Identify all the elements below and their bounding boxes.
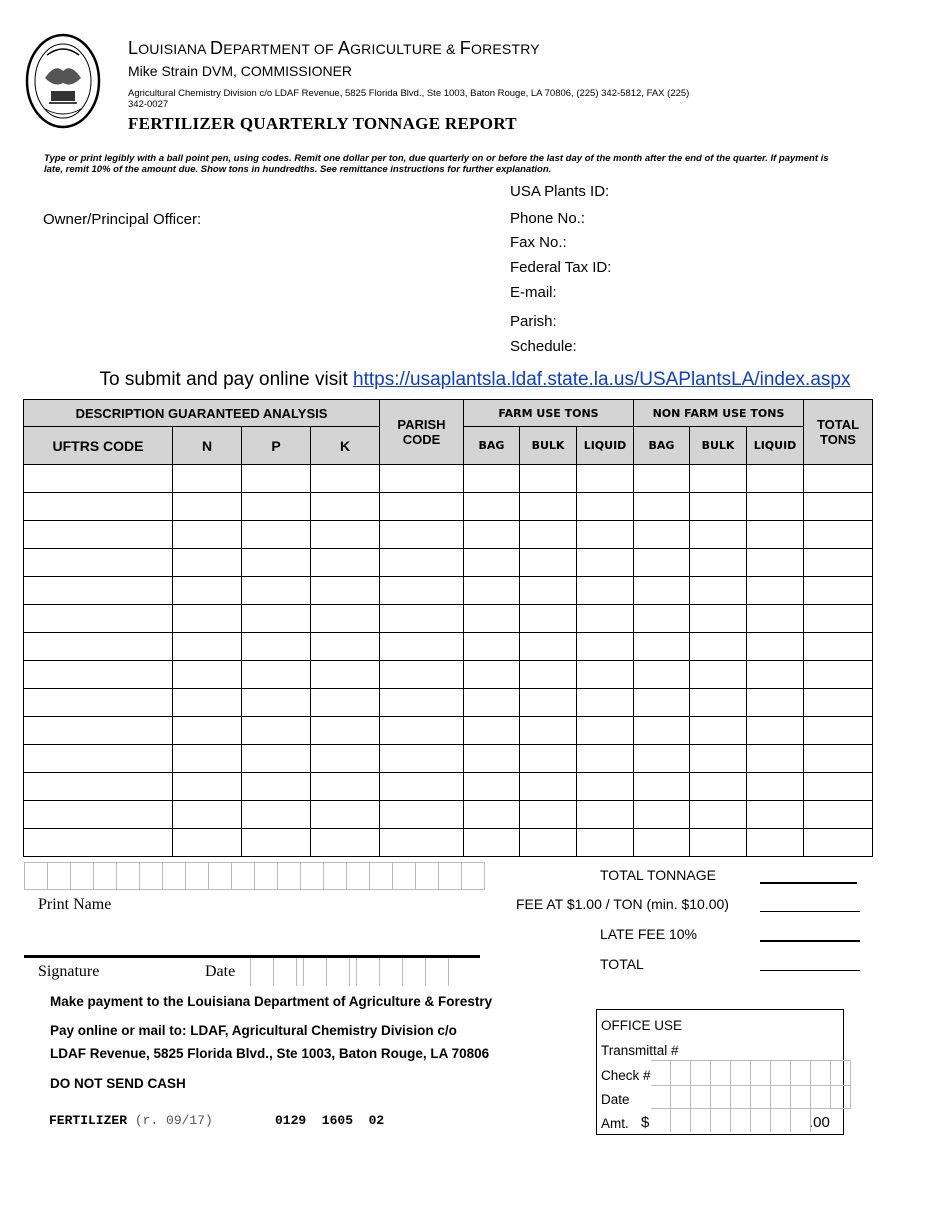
office-date-label: Date [601, 1092, 630, 1107]
table-row [24, 633, 873, 661]
online-prefix: To submit and pay online visit [99, 369, 353, 390]
table-cell[interactable] [520, 717, 577, 745]
table-cell[interactable] [242, 801, 311, 829]
name-char-box[interactable] [255, 863, 278, 889]
parish-code-header: PARISH CODE [380, 400, 464, 465]
table-row [24, 605, 873, 633]
table-cell[interactable] [380, 465, 464, 493]
cents-label: .00 [809, 1114, 830, 1131]
make-payment-text: Make payment to the Louisiana Department of Agriculture & Forestry [50, 994, 493, 1009]
form-name: FERTILIZER [49, 1113, 128, 1128]
name-char-box[interactable] [186, 863, 209, 889]
table-cell[interactable] [311, 577, 380, 605]
table-row [24, 577, 873, 605]
table-cell[interactable] [24, 577, 173, 605]
table-cell[interactable] [464, 829, 520, 857]
table-cell[interactable] [804, 605, 873, 633]
table-cell[interactable] [464, 633, 520, 661]
commissioner-line: Mike Strain DVM, COMMISSIONER [128, 63, 353, 79]
table-cell[interactable] [634, 521, 690, 549]
table-cell[interactable] [173, 689, 242, 717]
table-cell[interactable] [311, 521, 380, 549]
schedule-label: Schedule: [510, 338, 577, 355]
table-cell[interactable] [242, 689, 311, 717]
office-use-box [596, 1009, 844, 1135]
table-row [24, 465, 873, 493]
table-cell[interactable] [690, 661, 747, 689]
table-cell[interactable] [24, 633, 173, 661]
table-cell[interactable] [804, 689, 873, 717]
office-use-title: OFFICE USE [601, 1018, 683, 1033]
table-cell[interactable] [242, 661, 311, 689]
table-cell[interactable] [24, 661, 173, 689]
table-cell[interactable] [577, 633, 634, 661]
name-char-box[interactable] [71, 863, 94, 889]
farm-liquid-header: LIQUID [577, 427, 634, 465]
print-name-boxes[interactable] [24, 862, 485, 890]
table-cell[interactable] [520, 605, 577, 633]
table-cell[interactable] [577, 521, 634, 549]
table-row [24, 829, 873, 857]
table-cell[interactable] [634, 549, 690, 577]
table-cell[interactable] [24, 829, 173, 857]
table-cell[interactable] [577, 577, 634, 605]
table-cell[interactable] [311, 549, 380, 577]
table-cell[interactable] [173, 605, 242, 633]
nonfarm-bag-header: BAG [634, 427, 690, 465]
table-cell[interactable] [577, 549, 634, 577]
table-cell[interactable] [690, 521, 747, 549]
report-title: FERTILIZER QUARTERLY TONNAGE REPORT [128, 114, 517, 133]
table-cell[interactable] [464, 493, 520, 521]
table-cell[interactable] [464, 689, 520, 717]
table-cell[interactable] [311, 745, 380, 773]
no-cash-text: DO NOT SEND CASH [50, 1076, 186, 1091]
table-cell[interactable] [690, 549, 747, 577]
table-row [24, 493, 873, 521]
n-header: N [173, 427, 242, 465]
name-char-box[interactable] [48, 863, 71, 889]
table-cell[interactable] [520, 801, 577, 829]
federal-tax-id-label: Federal Tax ID: [510, 259, 612, 276]
table-cell[interactable] [747, 773, 804, 801]
table-cell[interactable] [804, 773, 873, 801]
table-cell[interactable] [24, 605, 173, 633]
date-label: Date [205, 963, 236, 980]
table-cell[interactable] [577, 829, 634, 857]
table-cell[interactable] [520, 549, 577, 577]
total-line[interactable] [760, 970, 860, 971]
table-cell[interactable] [380, 829, 464, 857]
amount-cells[interactable] [651, 1108, 811, 1132]
table-cell[interactable] [242, 465, 311, 493]
name-char-box[interactable] [94, 863, 117, 889]
table-cell[interactable] [311, 829, 380, 857]
table-cell[interactable] [690, 577, 747, 605]
form-revision: (r. 09/17) [134, 1113, 213, 1128]
parish-label: Parish: [510, 313, 557, 330]
table-cell[interactable] [464, 801, 520, 829]
table-cell[interactable] [634, 717, 690, 745]
table-cell[interactable] [242, 549, 311, 577]
table-cell[interactable] [747, 633, 804, 661]
table-cell[interactable] [634, 465, 690, 493]
table-cell[interactable] [634, 801, 690, 829]
table-cell[interactable] [242, 717, 311, 745]
table-cell[interactable] [173, 717, 242, 745]
table-cell[interactable] [747, 521, 804, 549]
name-char-box[interactable] [301, 863, 324, 889]
table-cell[interactable] [173, 829, 242, 857]
check-label: Check # [601, 1068, 651, 1083]
table-cell[interactable] [380, 689, 464, 717]
table-cell[interactable] [464, 465, 520, 493]
dollar-sign: $ [641, 1114, 650, 1131]
table-cell[interactable] [311, 661, 380, 689]
table-row [24, 689, 873, 717]
table-cell[interactable] [242, 773, 311, 801]
nonfarm-use-header: NON FARM USE TONS [634, 400, 804, 427]
name-char-box[interactable] [416, 863, 439, 889]
table-cell[interactable] [380, 661, 464, 689]
online-submit-link[interactable]: https://usaplantsla.ldaf.state.la.us/USAPlantsLA/index.aspx [353, 369, 851, 390]
form-code: 0129 1605 02 [275, 1113, 385, 1128]
table-cell[interactable] [464, 661, 520, 689]
table-cell[interactable] [634, 605, 690, 633]
table-cell[interactable] [690, 829, 747, 857]
table-cell[interactable] [520, 465, 577, 493]
name-char-box[interactable] [278, 863, 301, 889]
name-char-box[interactable] [324, 863, 347, 889]
table-cell[interactable] [747, 717, 804, 745]
table-cell[interactable] [242, 633, 311, 661]
transmittal-label: Transmittal # [601, 1043, 679, 1058]
table-cell[interactable] [634, 493, 690, 521]
table-cell[interactable] [804, 717, 873, 745]
table-cell[interactable] [747, 549, 804, 577]
table-cell[interactable] [804, 633, 873, 661]
table-cell[interactable] [577, 661, 634, 689]
table-cell[interactable] [804, 829, 873, 857]
form-footer [49, 1113, 213, 1128]
pay-online-line-2: LDAF Revenue, 5825 Florida Blvd., Ste 1003, Baton Rouge, LA 70806 [50, 1046, 490, 1061]
table-cell[interactable] [577, 717, 634, 745]
table-cell[interactable] [804, 661, 873, 689]
instructions: Type or print legibly with a ball point pen, using codes. Remit one dollar per ton, due quarterly on or before the last day of the month after the end of the quarter. If payment is late, remit 10% of the amount due. Show tons in hundredths. See remittance instructions for further explanation. [44, 153, 829, 175]
ldaf-seal-logo [25, 33, 101, 129]
table-cell[interactable] [804, 493, 873, 521]
table-cell[interactable] [747, 577, 804, 605]
table-cell[interactable] [24, 465, 173, 493]
table-cell[interactable] [311, 801, 380, 829]
table-cell[interactable] [24, 773, 173, 801]
table-cell[interactable] [690, 717, 747, 745]
phone-label: Phone No.: [510, 210, 586, 227]
table-cell[interactable] [577, 801, 634, 829]
table-cell[interactable] [380, 801, 464, 829]
table-cell[interactable] [577, 689, 634, 717]
table-cell[interactable] [747, 829, 804, 857]
table-cell[interactable] [690, 745, 747, 773]
table-cell[interactable] [24, 717, 173, 745]
name-char-box[interactable] [393, 863, 416, 889]
table-cell[interactable] [690, 689, 747, 717]
table-cell[interactable] [690, 493, 747, 521]
name-char-box[interactable] [25, 863, 48, 889]
table-cell[interactable] [173, 773, 242, 801]
department-name: LOUISIANA DEPARTMENT OF AGRICULTURE & FORESTRY [128, 38, 540, 58]
table-cell[interactable] [747, 689, 804, 717]
table-row [24, 661, 873, 689]
table-cell[interactable] [464, 717, 520, 745]
table-cell[interactable] [380, 745, 464, 773]
table-cell[interactable] [804, 521, 873, 549]
fee-line[interactable] [760, 911, 860, 912]
table-cell[interactable] [464, 577, 520, 605]
date-boxes[interactable] [250, 958, 455, 986]
table-cell[interactable] [690, 773, 747, 801]
table-cell[interactable] [520, 493, 577, 521]
print-name-label: Print Name [38, 896, 112, 913]
table-cell[interactable] [311, 717, 380, 745]
table-cell[interactable] [380, 773, 464, 801]
table-cell[interactable] [173, 577, 242, 605]
table-cell[interactable] [173, 801, 242, 829]
table-cell[interactable] [311, 605, 380, 633]
owner-field-label: Owner/Principal Officer: [43, 211, 202, 228]
usa-plants-id-label: USA Plants ID: [510, 183, 610, 200]
table-cell[interactable] [464, 549, 520, 577]
total-tonnage-label: TOTAL TONNAGE [600, 867, 716, 883]
table-cell[interactable] [311, 493, 380, 521]
table-cell[interactable] [173, 493, 242, 521]
table-cell[interactable] [464, 773, 520, 801]
table-cell[interactable] [634, 745, 690, 773]
email-label: E-mail: [510, 284, 557, 301]
nonfarm-liquid-header: LIQUID [747, 427, 804, 465]
farm-bag-header: BAG [464, 427, 520, 465]
total-label: TOTAL [600, 956, 644, 972]
table-cell[interactable] [173, 661, 242, 689]
table-cell[interactable] [520, 661, 577, 689]
table-cell[interactable] [173, 521, 242, 549]
table-cell[interactable] [311, 633, 380, 661]
table-cell[interactable] [520, 773, 577, 801]
table-row [24, 521, 873, 549]
name-char-box[interactable] [140, 863, 163, 889]
total-tonnage-line[interactable] [760, 882, 857, 884]
table-cell[interactable] [380, 493, 464, 521]
table-cell[interactable] [804, 801, 873, 829]
nonfarm-bulk-header: BULK [690, 427, 747, 465]
table-cell[interactable] [380, 549, 464, 577]
table-cell[interactable] [577, 493, 634, 521]
table-cell[interactable] [24, 745, 173, 773]
table-cell[interactable] [577, 745, 634, 773]
pay-online-line-1: Pay online or mail to: LDAF, Agricultural Chemistry Division c/o [50, 1023, 457, 1038]
table-row [24, 801, 873, 829]
total-tons-header: TOTAL TONS [804, 400, 873, 465]
table-cell[interactable] [242, 577, 311, 605]
farm-use-header: FARM USE TONS [464, 400, 634, 427]
table-cell[interactable] [173, 465, 242, 493]
table-cell[interactable] [634, 633, 690, 661]
table-cell[interactable] [690, 801, 747, 829]
table-cell[interactable] [173, 549, 242, 577]
name-char-box[interactable] [163, 863, 186, 889]
table-cell[interactable] [380, 717, 464, 745]
table-cell[interactable] [173, 633, 242, 661]
description-header: DESCRIPTION GUARANTEED ANALYSIS [24, 400, 380, 427]
tonnage-table [23, 399, 873, 857]
table-cell[interactable] [520, 633, 577, 661]
office-date-cells[interactable] [651, 1084, 851, 1109]
name-char-box[interactable] [370, 863, 393, 889]
table-cell[interactable] [690, 633, 747, 661]
table-cell[interactable] [804, 745, 873, 773]
table-cell[interactable] [690, 605, 747, 633]
table-cell[interactable] [464, 605, 520, 633]
table-cell[interactable] [242, 605, 311, 633]
table-cell[interactable] [520, 689, 577, 717]
table-cell[interactable] [24, 521, 173, 549]
online-submit-line [0, 369, 950, 391]
table-cell[interactable] [311, 773, 380, 801]
name-char-box[interactable] [439, 863, 462, 889]
table-cell[interactable] [24, 801, 173, 829]
table-cell[interactable] [520, 829, 577, 857]
table-cell[interactable] [804, 577, 873, 605]
table-cell[interactable] [747, 605, 804, 633]
p-header: P [242, 427, 311, 465]
table-cell[interactable] [747, 493, 804, 521]
table-row [24, 773, 873, 801]
table-cell[interactable] [242, 745, 311, 773]
table-cell[interactable] [24, 549, 173, 577]
table-cell[interactable] [173, 745, 242, 773]
table-cell[interactable] [464, 745, 520, 773]
name-char-box[interactable] [209, 863, 232, 889]
table-cell[interactable] [242, 493, 311, 521]
table-cell[interactable] [634, 829, 690, 857]
table-cell[interactable] [577, 605, 634, 633]
table-cell[interactable] [804, 465, 873, 493]
table-row [24, 717, 873, 745]
name-char-box[interactable] [462, 863, 484, 889]
fee-label: FEE AT $1.00 / TON (min. $10.00) [516, 896, 729, 912]
table-cell[interactable] [464, 521, 520, 549]
uftrs-code-header: UFTRS CODE [24, 427, 173, 465]
table-cell[interactable] [747, 745, 804, 773]
table-cell[interactable] [634, 689, 690, 717]
table-cell[interactable] [520, 745, 577, 773]
table-cell[interactable] [690, 465, 747, 493]
late-fee-line[interactable] [760, 940, 860, 942]
farm-bulk-header: BULK [520, 427, 577, 465]
table-cell[interactable] [747, 801, 804, 829]
name-char-box[interactable] [117, 863, 140, 889]
table-cell[interactable] [747, 661, 804, 689]
division-address: Agricultural Chemistry Division c/o LDAF Revenue, 5825 Florida Blvd., Ste 1003, Baton Rouge, LA 70806, (225) 342-5812, FAX (225) 342-0027 [128, 88, 690, 110]
table-cell[interactable] [577, 465, 634, 493]
table-cell[interactable] [24, 689, 173, 717]
signature-label: Signature [38, 963, 100, 980]
name-char-box[interactable] [347, 863, 370, 889]
table-cell[interactable] [380, 521, 464, 549]
check-number-cells[interactable] [651, 1060, 851, 1086]
table-cell[interactable] [520, 521, 577, 549]
table-cell[interactable] [24, 493, 173, 521]
table-cell[interactable] [747, 465, 804, 493]
table-cell[interactable] [242, 829, 311, 857]
table-cell[interactable] [380, 577, 464, 605]
table-cell[interactable] [311, 689, 380, 717]
table-cell[interactable] [634, 577, 690, 605]
table-cell[interactable] [380, 605, 464, 633]
table-cell[interactable] [634, 773, 690, 801]
table-cell[interactable] [804, 549, 873, 577]
table-cell[interactable] [311, 465, 380, 493]
k-header: K [311, 427, 380, 465]
table-cell[interactable] [520, 577, 577, 605]
late-fee-label: LATE FEE 10% [600, 926, 698, 942]
table-cell[interactable] [242, 521, 311, 549]
table-cell[interactable] [380, 633, 464, 661]
amount-label: Amt. [601, 1116, 629, 1131]
table-cell[interactable] [634, 661, 690, 689]
table-cell[interactable] [577, 773, 634, 801]
fax-label: Fax No.: [510, 234, 567, 251]
table-row [24, 549, 873, 577]
name-char-box[interactable] [232, 863, 255, 889]
table-row [24, 745, 873, 773]
